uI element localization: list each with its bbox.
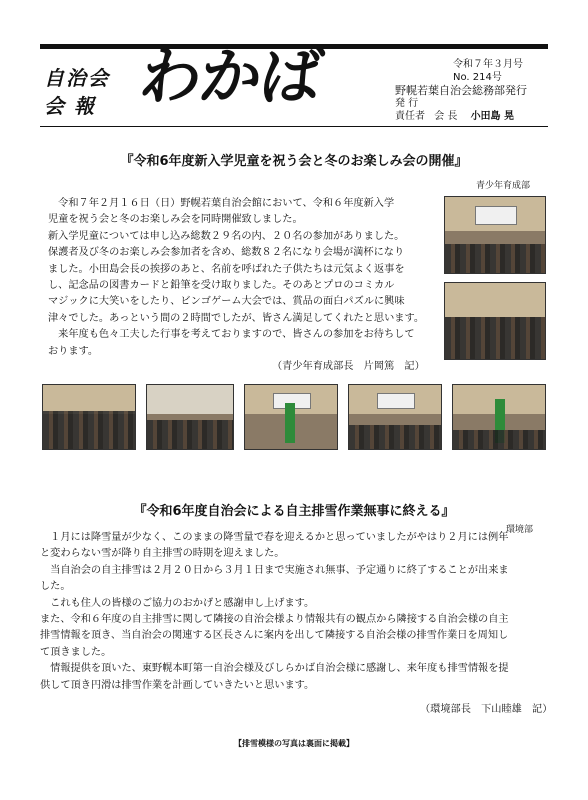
article2-line: 当自治会の自主排雪は２月２０日から３月１日まで実施され無事、予定通りに終了することが出来ま <box>40 564 509 576</box>
article2-line: 供して頂き円滑は排雪作業を計画していきたいと思います。 <box>40 679 315 691</box>
article2-line: した。 <box>40 581 71 593</box>
article1-line: 保護者及び冬のお楽しみ会参加者を含め、総数８２名になり会場が満杯になり <box>48 247 405 259</box>
article2-headline: 『令和6年度自治会による自主排雪作業無事に終える』 <box>133 504 455 519</box>
masthead-bottom-rule <box>40 126 548 127</box>
article2-line: て頂きました。 <box>40 646 112 658</box>
masthead-brand-line2: 会報 <box>44 94 104 118</box>
event-photo-children <box>42 384 136 450</box>
responsible-label: 責任者 <box>395 111 425 122</box>
publisher: 野幌若葉自治会総務部発行 <box>395 84 527 97</box>
issue-date: 令和７年３月号 <box>453 59 523 70</box>
article1-line: 新入学児童については申し込み総数２９名の内、２０名の参加がありました。 <box>48 230 405 242</box>
article1-headline: 『令和6年度新入学児童を祝う会と冬のお楽しみ会の開催』 <box>120 154 468 169</box>
article1-line: 児童を祝う会と冬のお楽しみ会を同時開催致しました。 <box>48 214 303 226</box>
snow-photo-notice: 【排雪模様の写真は裏面に掲載】 <box>234 739 354 748</box>
article1-signature: （青少年育成部長 片岡篤 記） <box>272 361 425 372</box>
publish-label: 発 行 <box>395 98 419 109</box>
issue-number: No. 214号 <box>453 72 502 83</box>
event-photo-magic-show <box>244 384 338 450</box>
event-photo-bingo <box>348 384 442 450</box>
event-photo-audience <box>444 282 546 360</box>
masthead-logo: わかば <box>134 40 326 113</box>
article2-line: と変わらない雪が降り自主排雪の時期を迎えました。 <box>40 548 285 560</box>
article2-signature: （環境部長 下山睦雄 記） <box>420 704 553 715</box>
article1-line: 令和７年２月１６日（日）野幌若葉自治会館において、令和６年度新入学 <box>48 198 395 209</box>
responsible-name: 小田島 晃 <box>470 111 515 122</box>
masthead-brand-line1: 自治会 <box>44 66 110 90</box>
article1-line: し、記念品の図書カードと鉛筆を受け取りました。そのあとプロのコミカル <box>48 280 395 292</box>
masthead-issue-info <box>395 58 527 123</box>
event-photo-award <box>146 384 234 450</box>
article1-line: おります。 <box>48 345 99 357</box>
article1-line: 津々でした。あっという間の２時間でしたが、皆さん満足してくれたと思います。 <box>48 312 425 324</box>
article1-line: マジックに大笑いをしたり、ビンゴゲーム大会では、賞品の面白パズルに興味 <box>48 296 405 308</box>
article2-line: 排雪情報を頂き、当自治会の関連する区長さんに案内を出して隣接する自治会様の排雪作業日を周知し <box>40 630 509 642</box>
article2-line: また、令和６年度の自主排雪に関して隣接の自治会様より情報共有の観点から隣接する自治会様の自主 <box>40 614 509 626</box>
article1-byline: 青少年育成部 <box>476 181 531 191</box>
article2-line: １月には降雪量が少なく、このままの降雪量で春を迎えるかと思っていましたがやはり２月には例年 <box>40 532 509 543</box>
article1-line: ました。小田島会長の挨拶のあと、名前を呼ばれた子供たちは元気よく返事を <box>48 263 405 275</box>
article2-body <box>40 530 552 694</box>
article2-line: これも住人の皆様のご協力のおかげと感謝申し上げます。 <box>40 597 315 609</box>
event-photo-performer <box>452 384 546 450</box>
article1-line: 来年度も色々工夫した行事を考えておりますので、皆さんの参加をお待ちして <box>48 329 415 341</box>
responsible-role: 会 長 <box>434 111 458 122</box>
event-photo-stage <box>444 196 546 274</box>
article2-byline: 環境部 <box>506 525 534 535</box>
article1-body <box>48 196 440 360</box>
article2-line: 情報提供を頂いた、東野幌本町第一自治会様及びしらかば自治会様に感謝し、来年度も排雪情報を提 <box>40 663 509 675</box>
